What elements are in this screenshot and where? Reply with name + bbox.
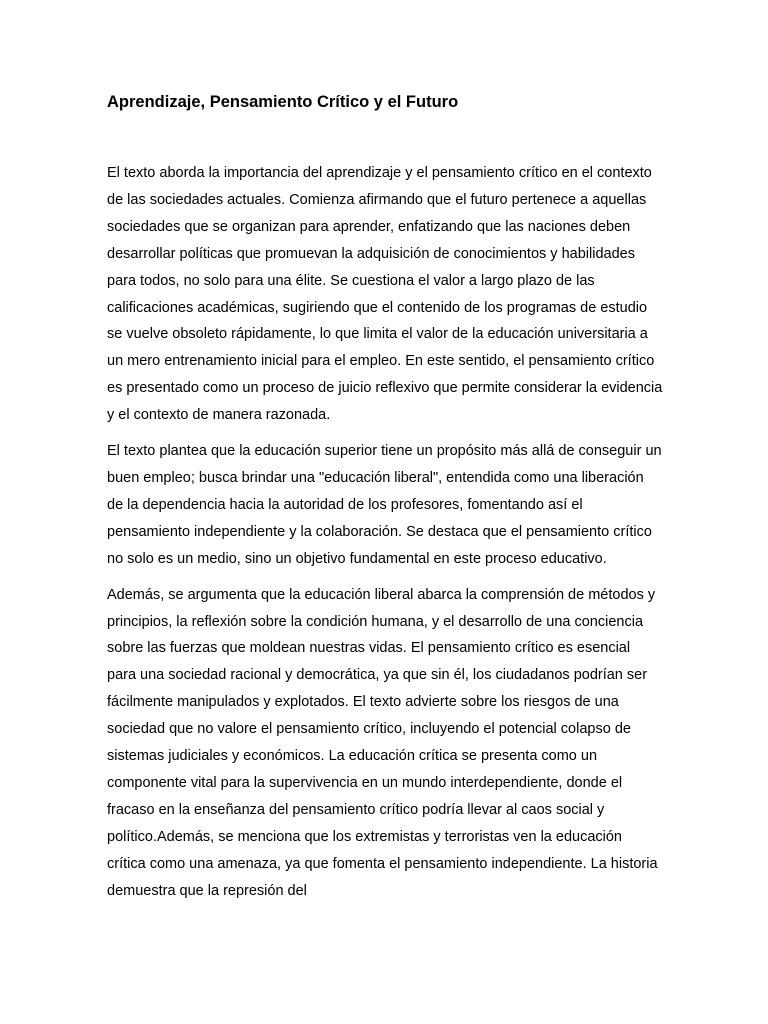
document-title: Aprendizaje, Pensamiento Crítico y el Futuro xyxy=(107,93,459,111)
paragraph-2: El texto plantea que la educación superior tiene un propósito más allá de conseguir un buen empleo; busca brindar una "educación liberal", entendida como una liberación de la dependencia hacia la autoridad de los profesores, fomentando así el pensamiento independiente y la colaboración. Se destaca que el pensamiento crítico no solo es un medio, sino un objetivo fundamental en este proceso educativo. xyxy=(107,443,662,567)
paragraph-1: El texto aborda la importancia del aprendizaje y el pensamiento crítico en el contexto de las sociedades actuales. Comienza afirmando que el futuro pertenece a aquellas sociedades que se organizan para aprender, enfatizando que las naciones deben desarrollar políticas que promuevan la adquisición de conocimientos y habilidades para todos, no solo para una élite. Se cuestiona el valor a largo plazo de las calificaciones académicas, sugiriendo que el contenido de los programas de estudio se vuelve obsoleto rápidamente, lo que limita el valor de la educación universitaria a un mero entrenamiento inicial para el empleo. En este sentido, el pensamiento crítico es presentado como un proceso de juicio reflexivo que permite considerar la evidencia y el contexto de manera razonada. xyxy=(107,165,663,424)
paragraph-3: Además, se argumenta que la educación liberal abarca la comprensión de métodos y principios, la reflexión sobre la condición humana, y el desarrollo de una conciencia sobre las fuerzas que moldean nuestras vidas. El pensamiento crítico es esencial para una sociedad racional y democrática, ya que sin él, los ciudadanos podrían ser fácilmente manipulados y explotados. El texto advierte sobre los riesgos de una sociedad que no valore el pensamiento crítico, incluyendo el potencial colapso de sistemas judiciales y económicos. La educación crítica se presenta como un componente vital para la supervivencia en un mundo interdependiente, donde el fracaso en la enseñanza del pensamiento crítico podría llevar al caos social y político.Además, se menciona que los extremistas y terroristas ven la educación crítica como una amenaza, ya que fomenta el pensamiento independiente. La historia demuestra que la represión del xyxy=(107,586,658,899)
document-page xyxy=(107,90,663,913)
